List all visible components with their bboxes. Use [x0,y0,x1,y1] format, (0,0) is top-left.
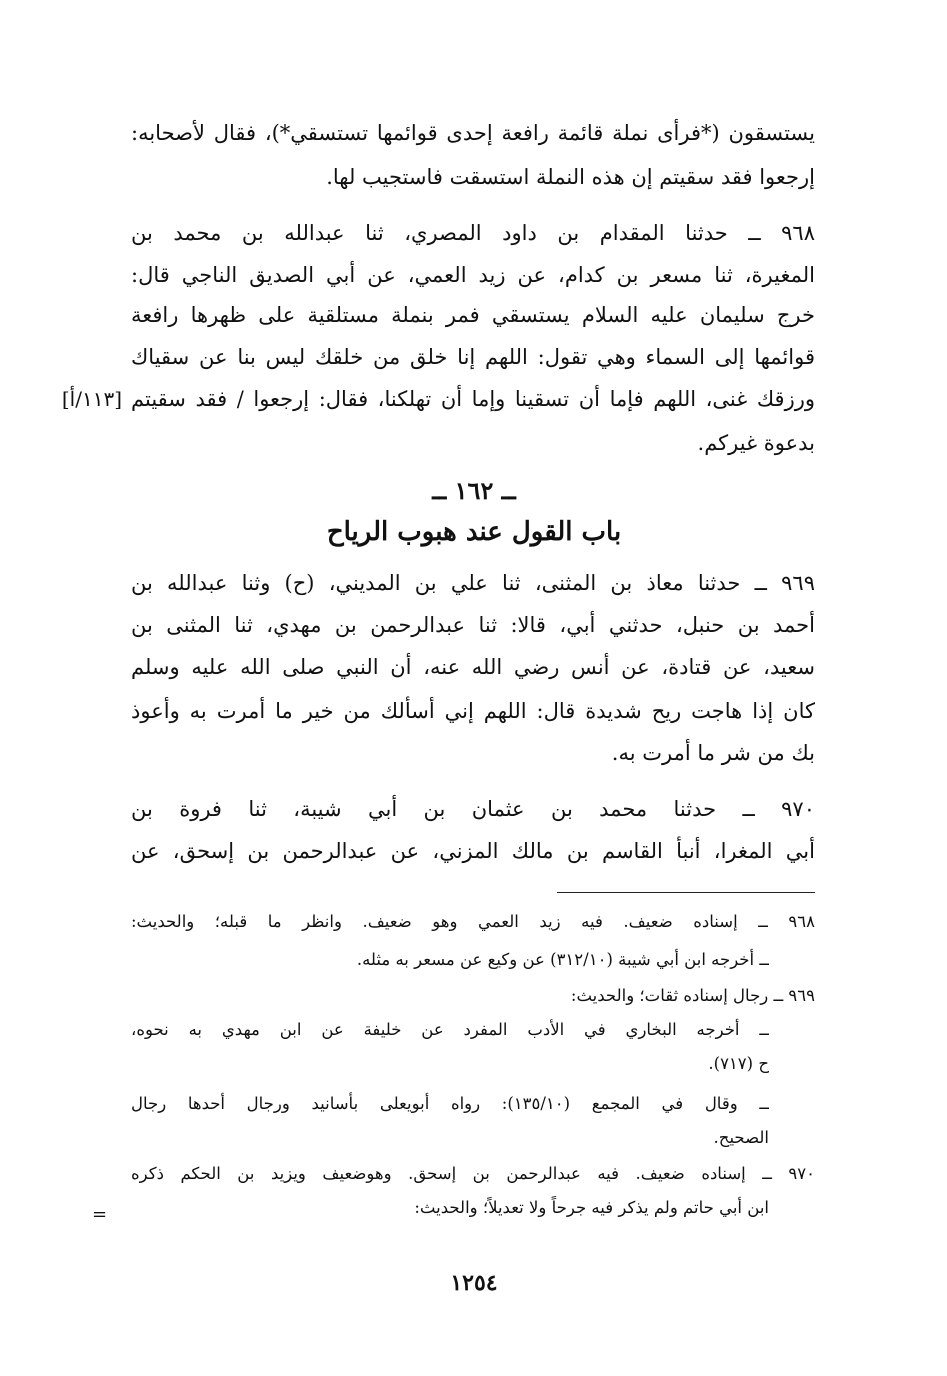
hadith-970-line: ٩٧٠ ــ حدثنا محمد بن عثمان بن أبي شيبة، ثنا فروة بن [131,797,815,821]
body-line: إرجعوا فقد سقيتم إن هذه النملة استسقت فاستجيب لها. [326,165,815,189]
body-line: كان إذا هاجت ريح شديدة قال: اللهم إني أسألك من خير ما أمرت به وأعوذ [131,699,815,723]
body-line: ورزقك غنى، اللهم فإما أن تسقينا وإما أن تهلكنا، فقال: إرجعوا / فقد سقيتم [131,387,815,411]
body-line: المغيرة، ثنا مسعر بن كدام، عن زيد العمي، عن أبي الصديق الناجي قال: [131,263,815,287]
chapter-title: باب القول عند هبوب الرياح [326,517,622,547]
footnote-line: ــ أخرجه ابن أبي شيبة (٣١٢/١٠) عن وكيع عن مسعر به مثله. [356,950,769,969]
footnote-line: ــ أخرجه البخاري في الأدب المفرد عن خليفة عن ابن مهدي به نحوه، [131,1020,769,1039]
chapter-number: ــ ١٦٢ ــ [432,476,516,505]
footnote-line: ابن أبي حاتم ولم يذكر فيه جرحاً ولا تعديلاً؛ والحديث: [414,1198,769,1217]
body-line: سعيد، عن قتادة، عن أنس رضي الله عنه، أن النبي صلى الله عليه وسلم [131,655,815,679]
footnote-line: ٩٦٨ ــ إسناده ضعيف. فيه زيد العمي وهو ضعيف. وانظر ما قبله؛ والحديث: [131,912,815,931]
body-line: بدعوة غيركم. [697,431,815,455]
body-line: أبي المغرا، أنبأ القاسم بن مالك المزني، عن عبدالرحمن بن إسحق، عن [131,839,815,863]
page-number: ١٢٥٤ [450,1270,498,1296]
footnote-line: ــ وقال في المجمع (١٣٥/١٠): رواه أبويعلى بأسانيد ورجال أحدها رجال [131,1094,769,1113]
footnote-line: ح (٧١٧). [708,1054,769,1073]
body-line: قوائمها إلى السماء وهي تقول: اللهم إنا خلق من خلقك ليس بنا عن سقياك [131,345,815,369]
footnote-separator [557,892,815,893]
body-line: خرج سليمان عليه السلام يستسقي فمر بنملة مستلقية على ظهرها رافعة [131,303,815,327]
body-line: بك من شر ما أمرت به. [611,741,815,765]
footnote-line: ٩٧٠ ــ إسناده ضعيف. فيه عبدالرحمن بن إسحق. وهوضعيف ويزيد بن الحكم ذكره [131,1164,815,1183]
stray-mark: = [92,1204,108,1225]
body-line: أحمد بن حنبل، حدثني أبي، قالا: ثنا عبدالرحمن بن مهدي، ثنا المثنى بن [131,613,815,637]
manuscript-folio-ref: [١١٣/أ] [61,387,122,411]
body-line: يستسقون (*فرأى نملة قائمة رافعة إحدى قوائمها تستسقي*)، فقال لأصحابه: [131,121,815,145]
footnote-line: ٩٦٩ ــ رجال إسناده ثقات؛ والحديث: [570,986,815,1005]
hadith-968-line: ٩٦٨ ــ حدثنا المقدام بن داود المصري، ثنا عبدالله بن محمد بن [131,221,815,245]
hadith-969-line: ٩٦٩ ــ حدثنا معاذ بن المثنى، ثنا علي بن المديني، (ح) وثنا عبدالله بن [131,571,815,595]
footnote-line: الصحيح. [713,1128,769,1147]
